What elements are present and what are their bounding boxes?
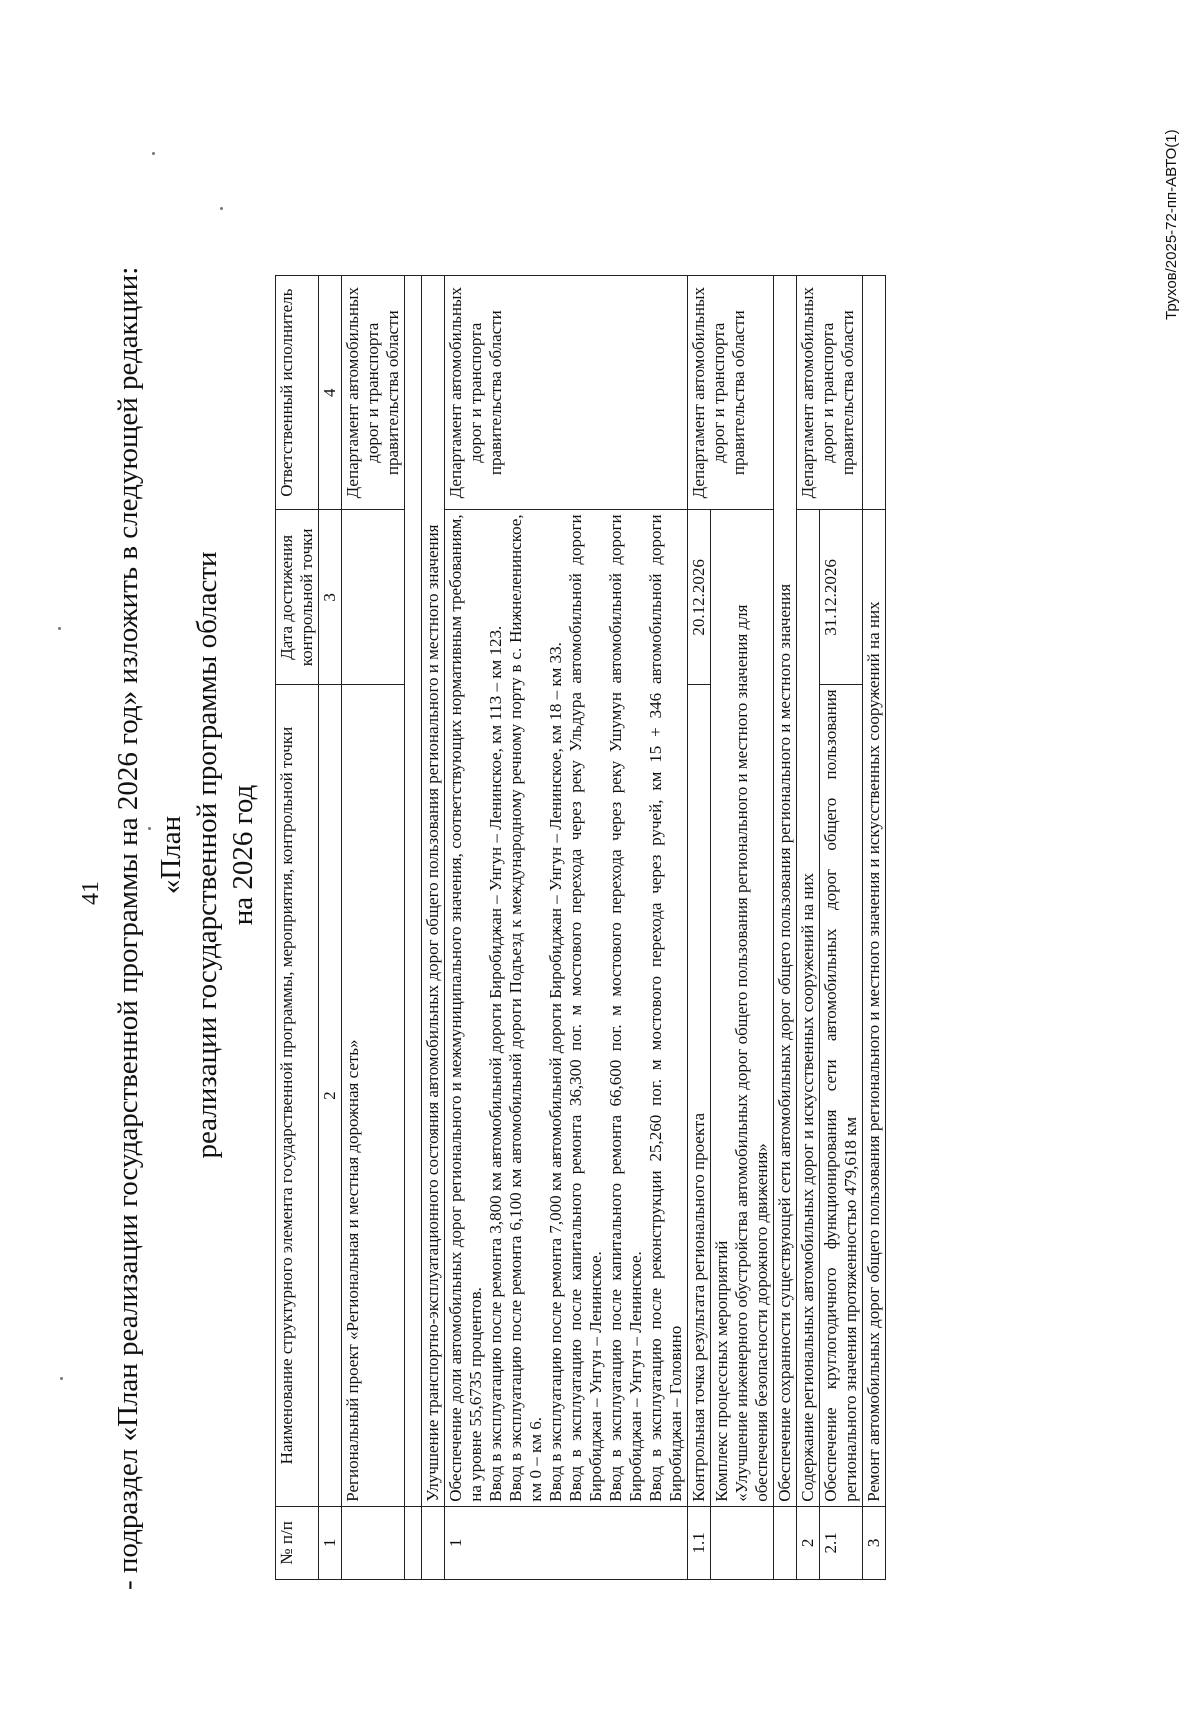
row-1-item: Ввод в эксплуатацию после капитального ремонта 36,300 пог. м мостового перехода через реку Ульдура автомобильной дороги Биробиджан – Унгун – Ленинское. [566,514,605,1502]
row-2-name: Содержание региональных автомобильных дорог и искусственных сооружений на них [797,510,820,1506]
header-colnum-3: 3 [319,510,342,685]
row-1-items [445,510,688,1506]
table-row [863,276,886,1580]
table-row [342,276,405,1580]
header-date: Дата достижения контрольной точки [276,510,319,685]
header-name: Наименование структурного элемента государственной программы, мероприятия, контрольной точки [276,685,319,1506]
table-row [688,276,711,1580]
row-1-1-name: Контрольная точка результата регионального проекта [688,685,711,1506]
executor-cell: Департамент автомобильных дорог и транспорта правительства области [342,276,405,510]
scan-speck [152,152,155,155]
header-exec: Ответственный исполнитель [276,276,319,510]
row-2-num: 2 [797,1506,820,1579]
row-3-num: 3 [863,1506,886,1579]
scan-speck [58,627,61,630]
header-num: № п/п [276,1506,319,1579]
row-1-1-num: 1.1 [688,1506,711,1579]
table-row [774,276,797,1580]
header-colnum-4: 4 [319,276,342,510]
row-1-item: Ввод в эксплуатацию после капитального ремонта 66,600 пог. м мостового перехода через реку Ушумун автомобильной дороги Биробиджан – Унгун – Ленинское. [606,514,645,1502]
row-2-1-num: 2.1 [820,1506,863,1579]
row-1-1-exec: Департамент автомобильных дорог и транспорта правительства области [688,276,774,510]
table-row [797,276,820,1580]
row-1-item: Ввод в эксплуатацию после ремонта 6,100 км автомобильной дороги Подъезд к международному речному порту в с. Нижнеленинское, км 0 – км 6. [506,514,545,1502]
page-number: 41 [78,881,104,905]
footer-code: Трухов/2025-72-пп-АВТО(1) [1163,129,1180,320]
task-1: Улучшение транспортно-эксплуатационного состояния автомобильных дорог общего пользования регионального и местного значения [422,276,445,1507]
plan-table [275,275,886,1580]
title-line-1: «План [155,815,187,895]
row-3-name: Ремонт автомобильных дорог общего пользования регионального и местного значения и искусственных сооружений на них [863,510,886,1506]
row-2-1-name: Обеспечение круглогодичного функционирования сети автомобильных дорог общего пользования регионального значения протяженностью 479,618 км [820,685,863,1506]
scan-speck [148,827,151,830]
complex-label: Комплекс процессных мероприятий [712,1240,731,1502]
intro-text: - подраздел «План реализации государственной программы на 2026 год» изложить в следующей редакции: [112,266,144,1590]
row-2-exec: Департамент автомобильных дорог и транспорта правительства области [797,276,863,510]
row-1-exec: Департамент автомобильных дорог и транспорта правительства области [445,276,688,510]
row-2-1-date: 31.12.2026 [820,510,863,685]
row-1-item: Ввод в эксплуатацию после ремонта 3,800 км автомобильной дороги Биробиджан – Унгун – Ленинское, км 113 – км 123. [486,625,505,1502]
row-1-num: 1 [445,1506,688,1579]
row-1-item: Обеспечение доли автомобильных дорог регионального и межмуниципального значения, соответствующих нормативным требованиям, на уровне 55,6735 процентов. [446,514,485,1502]
table-row [445,276,688,1580]
complex-cell [711,510,774,1506]
task-2: Обеспечение сохранности существующей сети автомобильных дорог общего пользования регионального и местного значения [774,276,797,1507]
title-line-2: реализации государственной программы области [191,551,223,1159]
scan-speck [220,207,223,210]
header-colnum-1: 1 [319,1506,342,1579]
table-row [405,276,422,1580]
row-1-1-date: 20.12.2026 [688,510,711,685]
row-1-item: Ввод в эксплуатацию после ремонта 7,000 км автомобильной дороги Биробиджан – Унгун – Ленинское, км 18 – км 33. [546,642,565,1502]
complex-name: «Улучшение инженерного обустройства автомобильных дорог общего пользования регионального и местного значения для обеспечения безопасности дорожного движения» [732,604,771,1502]
scan-speck [60,1377,63,1380]
row-1-item: Ввод в эксплуатацию после реконструкции 25,260 пог. м мостового перехода через ручей, км 15 + 346 автомобильной дороги Биробиджан – Головино [646,514,685,1502]
header-colnum-2: 2 [319,685,342,1506]
regional-project: Региональный проект «Региональная и местная дорожная сеть» [342,685,405,1506]
title-line-3: на 2026 год [227,784,259,926]
table-row [422,276,445,1580]
